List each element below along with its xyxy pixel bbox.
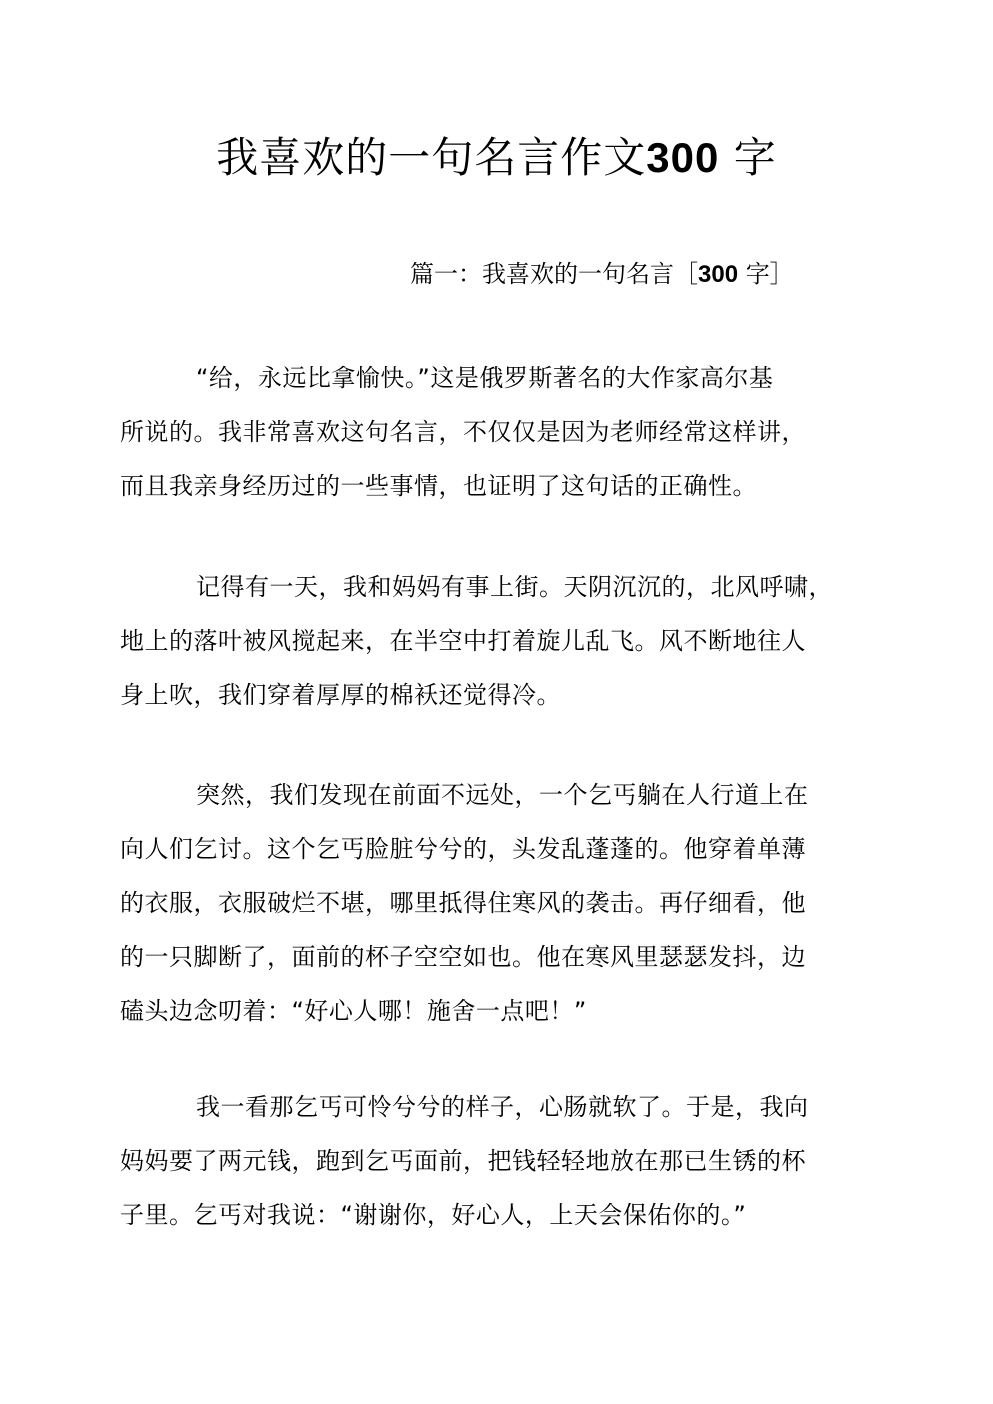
paragraph-line: 地上的落叶被风搅起来，在半空中打着旋儿乱飞。风不断地往人	[120, 627, 806, 655]
paragraph-2	[120, 560, 880, 722]
section-heading	[410, 254, 794, 295]
paragraph-4	[120, 1080, 880, 1242]
title-suffix: 字	[733, 133, 777, 182]
paragraph-line: 记得有一天，我和妈妈有事上街。天阴沉沉的，北风呼啸，	[196, 573, 833, 601]
paragraph-line: 我一看那乞丐可怜兮兮的样子，心肠就软了。于是，我向	[196, 1093, 809, 1121]
paragraph-line: 向人们乞讨。这个乞丐脸脏兮兮的，头发乱蓬蓬的。他穿着单薄	[120, 835, 806, 863]
paragraph-line: 而且我亲身经历过的一些事情，也证明了这句话的正确性。	[120, 472, 757, 500]
paragraph-line: 子里。乞丐对我说：“谢谢你，好心人，上天会保佑你的。”	[120, 1201, 747, 1229]
paragraph-3	[120, 768, 880, 1038]
paragraph-line: 磕头边念叨着：“好心人哪！施舍一点吧！”	[120, 997, 587, 1025]
title-number: 300	[646, 134, 720, 181]
paragraph-line: 的一只脚断了，面前的杯子空空如也。他在寒风里瑟瑟发抖，边	[120, 943, 806, 971]
document-title	[0, 128, 993, 188]
section-heading-suffix: 字］	[745, 260, 794, 288]
paragraph-line: 的衣服，衣服破烂不堪，哪里抵得住寒风的袭击。再仔细看，他	[120, 889, 806, 917]
paragraph-line: 所说的。我非常喜欢这句名言，不仅仅是因为老师经常这样讲，	[120, 418, 806, 446]
section-heading-number: 300	[698, 261, 739, 288]
paragraph-line: 妈妈要了两元钱，跑到乞丐面前，把钱轻轻地放在那已生锈的杯	[120, 1147, 806, 1175]
section-heading-text: 篇一：我喜欢的一句名言［	[410, 260, 698, 288]
paragraph-line: 突然，我们发现在前面不远处，一个乞丐躺在人行道上在	[196, 781, 809, 809]
paragraph-line: “给，永远比拿愉快。”这是俄罗斯著名的大作家高尔基	[196, 364, 774, 392]
title-text: 我喜欢的一句名言作文	[216, 133, 647, 182]
paragraph-line: 身上吹，我们穿着厚厚的棉袄还觉得冷。	[120, 681, 561, 709]
paragraph-1	[120, 351, 880, 513]
